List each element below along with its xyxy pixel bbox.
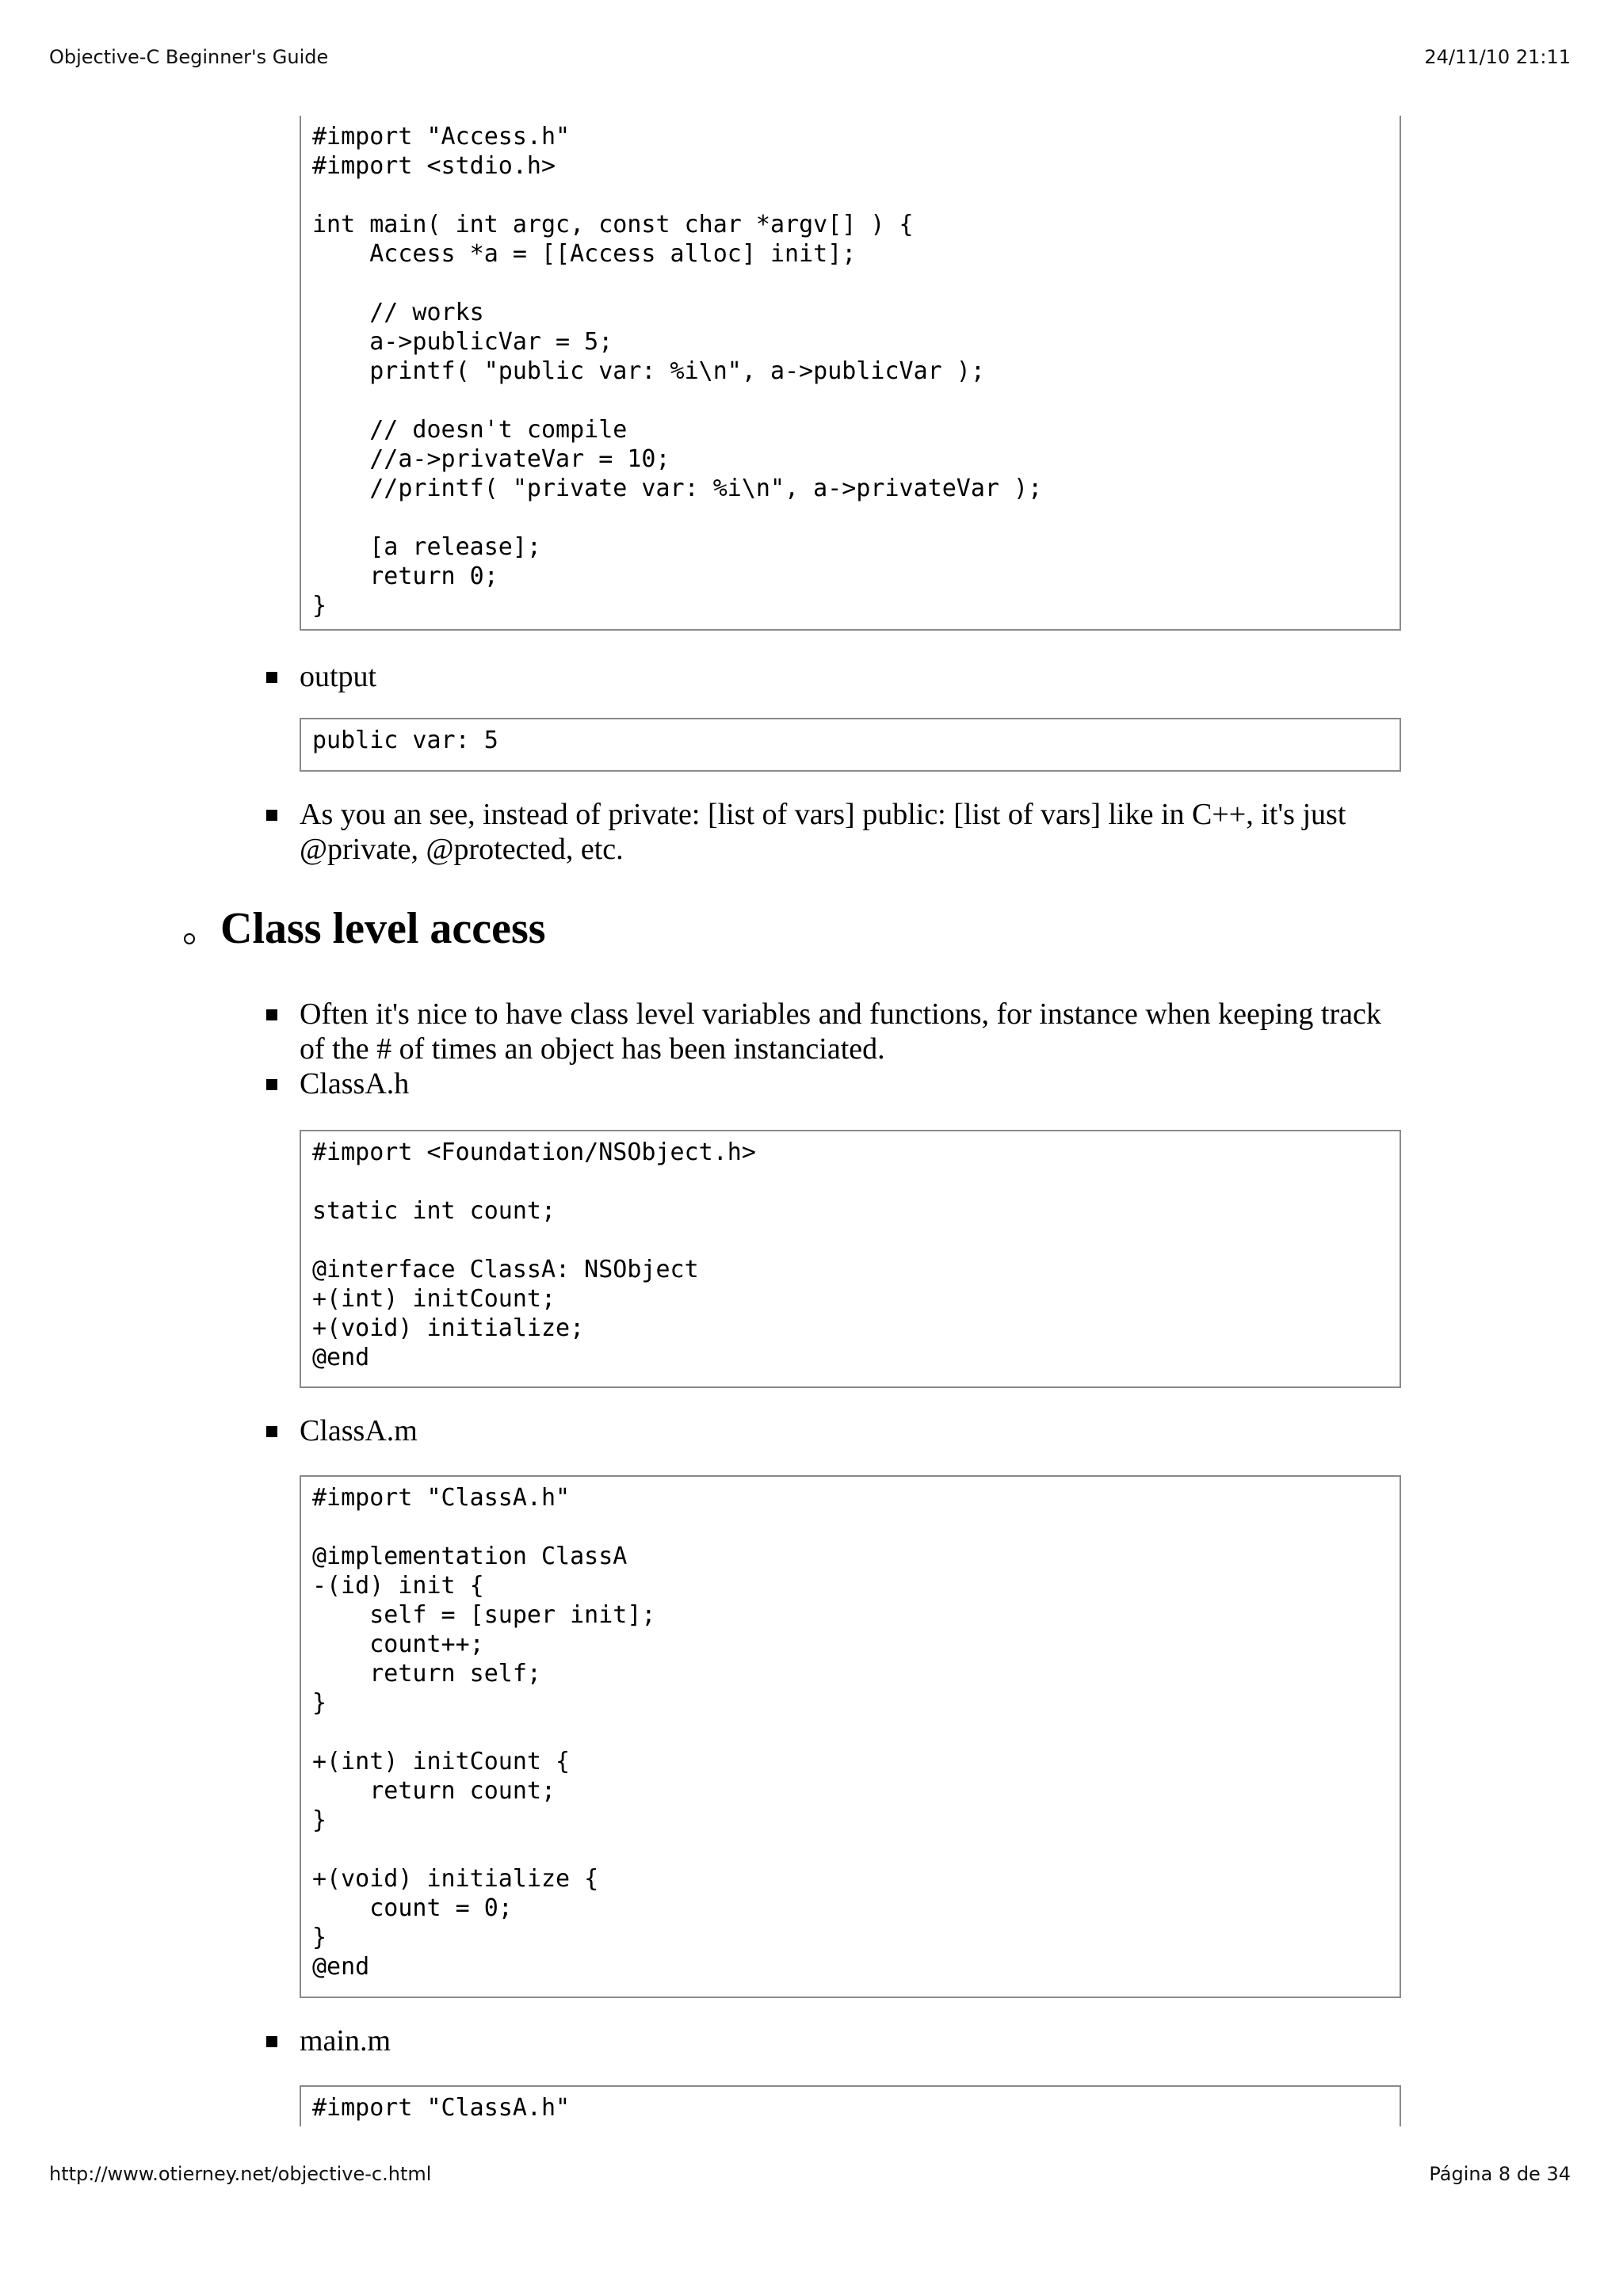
bullet-square <box>266 1079 277 1090</box>
page-footer-url: http://www.otierney.net/objective-c.html <box>49 2163 432 2185</box>
page-footer-page-number: Página 8 de 34 <box>1429 2163 1571 2185</box>
page-header-title: Objective-C Beginner's Guide <box>49 46 329 68</box>
classa-m-label: ClassA.m <box>300 1414 418 1447</box>
main-m-label: main.m <box>300 2024 391 2058</box>
bullet-square <box>266 2036 277 2047</box>
code-block-classa-m: #import "ClassA.h" @implementation ClassA -(id) init { self = [super init]; count++; return self; } +(int) initCount { return count; } +(void) initialize { count = 0; } @end <box>300 1475 1401 1998</box>
bullet-square <box>266 672 277 683</box>
section-heading-class-level-access: Class level access <box>220 904 546 953</box>
page-header-datetime: 24/11/10 21:11 <box>1424 46 1571 68</box>
note-class-level-variables: Often it's nice to have class level variables and functions, for instance when keeping track of the # of times an object has been instanciated. <box>300 997 1381 1066</box>
code-block-output: public var: 5 <box>300 718 1401 772</box>
bullet-square <box>266 1009 277 1020</box>
classa-h-label: ClassA.h <box>300 1067 410 1100</box>
output-label: output <box>300 660 377 693</box>
bullet-square <box>266 1426 277 1437</box>
code-block-classa-h: #import <Foundation/NSObject.h> static int count; @interface ClassA: NSObject +(int) initCount; +(void) initialize; @end <box>300 1130 1401 1388</box>
code-block-main-access: #import "Access.h" #import <stdio.h> int main( int argc, const char *argv[] ) { Access *a = [[Access alloc] init]; // works a->publicVar = 5; printf( "public var: %i\n", a->publicVar ); // doesn't compile //a->privateVar = 10; //printf( "private var: %i\n", a->privateVar ); [a release]; return 0; } <box>300 116 1401 631</box>
code-block-main-m: #import "ClassA.h" <box>300 2085 1401 2126</box>
note-access-specifiers: As you an see, instead of private: [list of vars] public: [list of vars] like in C++, it's just @private, @protected, etc. <box>300 798 1346 866</box>
bullet-circle <box>184 933 195 944</box>
bullet-square <box>266 810 277 821</box>
